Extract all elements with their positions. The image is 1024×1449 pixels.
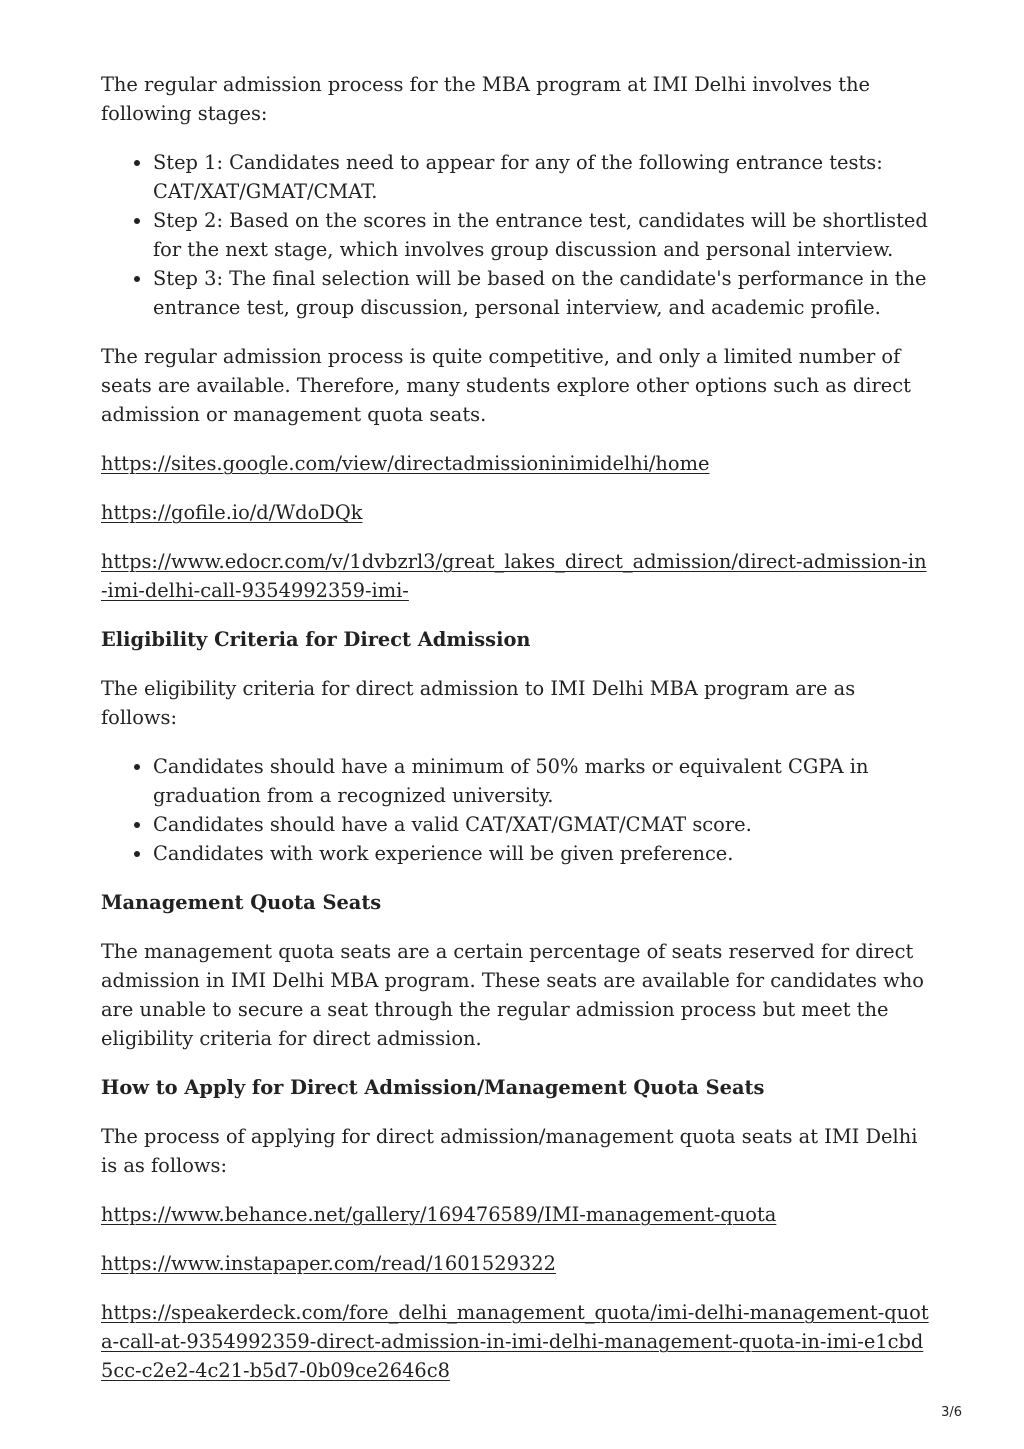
list-item: • Step 2: Based on the scores in the entrance test, candidates will be shortlisted for the next stage, which involves group discussion and personal interview. xyxy=(153,206,931,264)
eligibility-intro: The eligibility criteria for direct admission to IMI Delhi MBA program are as follows: xyxy=(101,677,856,729)
admission-steps-list xyxy=(101,148,931,322)
apply-heading: How to Apply for Direct Admission/Management Quota Seats xyxy=(101,1076,765,1099)
list-item: • Candidates should have a minimum of 50% marks or equivalent CGPA in graduation from a recognized university. xyxy=(153,752,931,810)
eligibility-heading: Eligibility Criteria for Direct Admission xyxy=(101,628,531,651)
quota-paragraph: The management quota seats are a certain percentage of seats reserved for direct admission in IMI Delhi MBA program. These seats are available for candidates who are unable to secure a seat through the regular admission process but meet the eligibility criteria for direct admission. xyxy=(101,940,924,1050)
page-number: 3/6 xyxy=(941,1405,962,1420)
instapaper-link[interactable]: https://www.instapaper.com/read/1601529322 xyxy=(101,1252,556,1275)
link-paragraph xyxy=(101,449,931,478)
list-item: • Step 1: Candidates need to appear for any of the following entrance tests: CAT/XAT/GMAT/CMAT. xyxy=(153,148,931,206)
link-paragraph xyxy=(101,1200,931,1229)
list-item: • Step 3: The final selection will be based on the candidate's performance in the entrance test, group discussion, personal interview, and academic profile. xyxy=(153,264,931,322)
list-item: • Candidates with work experience will be given preference. xyxy=(153,839,931,868)
eligibility-list xyxy=(101,752,931,868)
apply-paragraph: The process of applying for direct admission/management quota seats at IMI Delhi is as follows: xyxy=(101,1125,918,1177)
gofile-link[interactable]: https://gofile.io/d/WdoDQk xyxy=(101,501,363,524)
link-paragraph xyxy=(101,498,931,527)
speakerdeck-link[interactable]: https://speakerdeck.com/fore_delhi_management_quota/imi-delhi-management-quota-call-at-9354992359-direct-admission-in-imi-delhi-management-quota-in-imi-e1cbd5cc-c2e2-4c21-b5d7-0b09ce2646c8 xyxy=(101,1301,929,1382)
edocr-link[interactable]: https://www.edocr.com/v/1dvbzrl3/great_lakes_direct_admission/direct-admission-in-imi-delhi-call-9354992359-imi- xyxy=(101,550,927,602)
intro-paragraph: The regular admission process for the MBA program at IMI Delhi involves the following stages: xyxy=(101,73,871,125)
list-item: • Candidates should have a valid CAT/XAT/GMAT/CMAT score. xyxy=(153,810,931,839)
google-sites-link[interactable]: https://sites.google.com/view/directadmissioninimidelhi/home xyxy=(101,452,710,475)
document-page xyxy=(101,70,931,1405)
link-paragraph xyxy=(101,1298,931,1385)
link-paragraph xyxy=(101,547,931,605)
link-paragraph xyxy=(101,1249,931,1278)
competitive-paragraph: The regular admission process is quite competitive, and only a limited number of seats are available. Therefore, many students explore other options such as direct admission or management quota seats. xyxy=(101,345,911,426)
quota-heading: Management Quota Seats xyxy=(101,891,382,914)
behance-link[interactable]: https://www.behance.net/gallery/169476589/IMI-management-quota xyxy=(101,1203,777,1226)
